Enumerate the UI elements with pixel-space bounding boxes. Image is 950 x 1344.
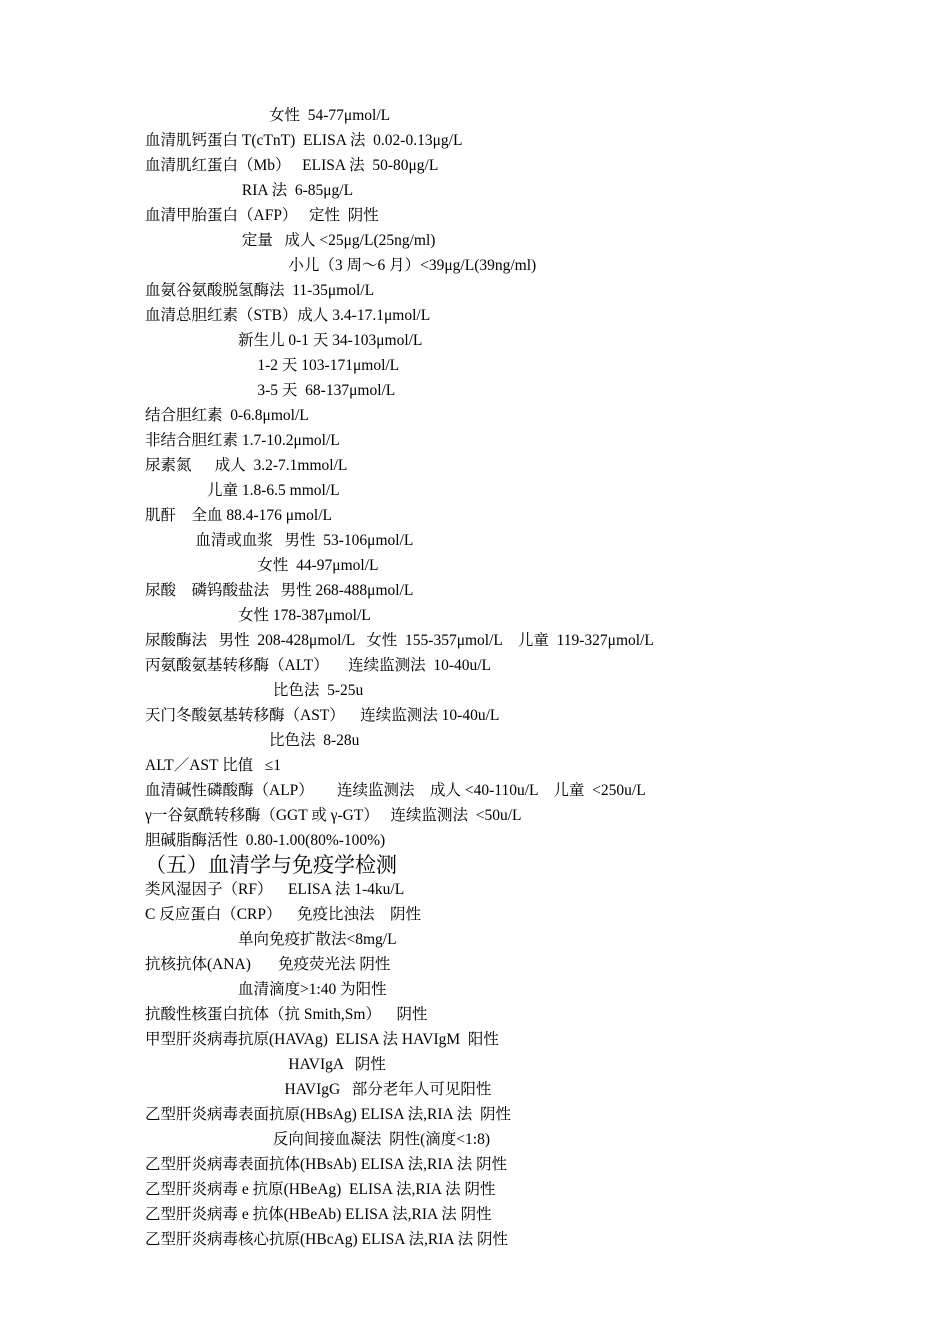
text-line: 血清甲胎蛋白（AFP） 定性 阴性 — [145, 207, 379, 224]
text-line: 甲型肝炎病毒抗原(HAVAg) ELISA 法 HAVIgM 阳性 — [145, 1031, 499, 1048]
text-line: 血清肌红蛋白（Mb） ELISA 法 50-80μg/L — [145, 157, 439, 174]
text-line: 女性 54-77μmol/L — [145, 107, 391, 124]
text-line: 非结合胆红素 1.7-10.2μmol/L — [145, 432, 340, 449]
text-line: 尿酸酶法 男性 208-428μmol/L 女性 155-357μmol/L 儿童 119-327μmol/L — [145, 632, 654, 649]
text-line: 小儿（3 周～6 月）<39μg/L(39ng/ml) — [145, 257, 537, 274]
text-line: 尿素氮 成人 3.2-7.1mmol/L — [145, 457, 348, 474]
text-line: 女性 178-387μmol/L — [145, 607, 371, 624]
text-line: 乙型肝炎病毒核心抗原(HBcAg) ELISA 法,RIA 法 阴性 — [145, 1231, 508, 1248]
text-line: 胆碱脂酶活性 0.80-1.00(80%-100%) — [145, 832, 386, 849]
section-heading: （五）血清学与免疫学检测 — [145, 853, 397, 877]
text-line: 1-2 天 103-171μmol/L — [145, 357, 400, 374]
text-line: 血清总胆红素（STB）成人 3.4-17.1μmol/L — [145, 307, 431, 324]
text-line: 抗核抗体(ANA) 免疫荧光法 阴性 — [145, 956, 391, 973]
text-line: γ一谷氨酰转移酶（GGT 或 γ-GT） 连续监测法 <50u/L — [145, 807, 522, 824]
text-line: 结合胆红素 0-6.8μmol/L — [145, 407, 309, 424]
text-line: 比色法 5-25u — [145, 682, 364, 699]
text-line: 儿童 1.8-6.5 mmol/L — [145, 482, 340, 499]
text-line: ALT／AST 比值 ≤1 — [145, 757, 281, 774]
text-line: 定量 成人 <25μg/L(25ng/ml) — [145, 232, 436, 249]
text-line: 类风湿因子（RF） ELISA 法 1-4ku/L — [145, 881, 405, 898]
text-line: 乙型肝炎病毒表面抗原(HBsAg) ELISA 法,RIA 法 阴性 — [145, 1106, 511, 1123]
text-line: 乙型肝炎病毒 e 抗体(HBeAb) ELISA 法,RIA 法 阴性 — [145, 1206, 492, 1223]
text-line: 尿酸 磷钨酸盐法 男性 268-488μmol/L — [145, 582, 414, 599]
text-line: 肌酐 全血 88.4-176 μmol/L — [145, 507, 332, 524]
text-line: HAVIgA 阴性 — [145, 1056, 386, 1073]
text-line: 血清或血浆 男性 53-106μmol/L — [145, 532, 414, 549]
text-line: 比色法 8-28u — [145, 732, 360, 749]
text-line: 乙型肝炎病毒 e 抗原(HBeAg) ELISA 法,RIA 法 阴性 — [145, 1181, 496, 1198]
text-line: 新生儿 0-1 天 34-103μmol/L — [145, 332, 423, 349]
text-line: 女性 44-97μmol/L — [145, 557, 379, 574]
text-line: 血清碱性磷酸酶（ALP） 连续监测法 成人 <40-110u/L 儿童 <250u/L — [145, 782, 646, 799]
text-line: 天门冬酸氨基转移酶（AST） 连续监测法 10-40u/L — [145, 707, 500, 724]
text-line: C 反应蛋白（CRP） 免疫比浊法 阴性 — [145, 906, 422, 923]
text-line: HAVIgG 部分老年人可见阳性 — [145, 1081, 492, 1098]
text-line: 抗酸性核蛋白抗体（抗 Smith,Sm） 阴性 — [145, 1006, 428, 1023]
text-line: 反向间接血凝法 阴性(滴度<1:8) — [145, 1131, 490, 1148]
text-line: 血清肌钙蛋白 T(cTnT) ELISA 法 0.02-0.13μg/L — [145, 132, 463, 149]
text-line: 单向免疫扩散法<8mg/L — [145, 931, 397, 948]
text-line: 乙型肝炎病毒表面抗体(HBsAb) ELISA 法,RIA 法 阴性 — [145, 1156, 508, 1173]
text-line: 3-5 天 68-137μmol/L — [145, 382, 396, 399]
text-line: 血氨谷氨酸脱氢酶法 11-35μmol/L — [145, 282, 375, 299]
text-line: RIA 法 6-85μg/L — [145, 182, 354, 199]
text-line: 丙氨酸氨基转移酶（ALT） 连续监测法 10-40u/L — [145, 657, 492, 674]
text-line: 血清滴度>1:40 为阳性 — [145, 981, 387, 998]
